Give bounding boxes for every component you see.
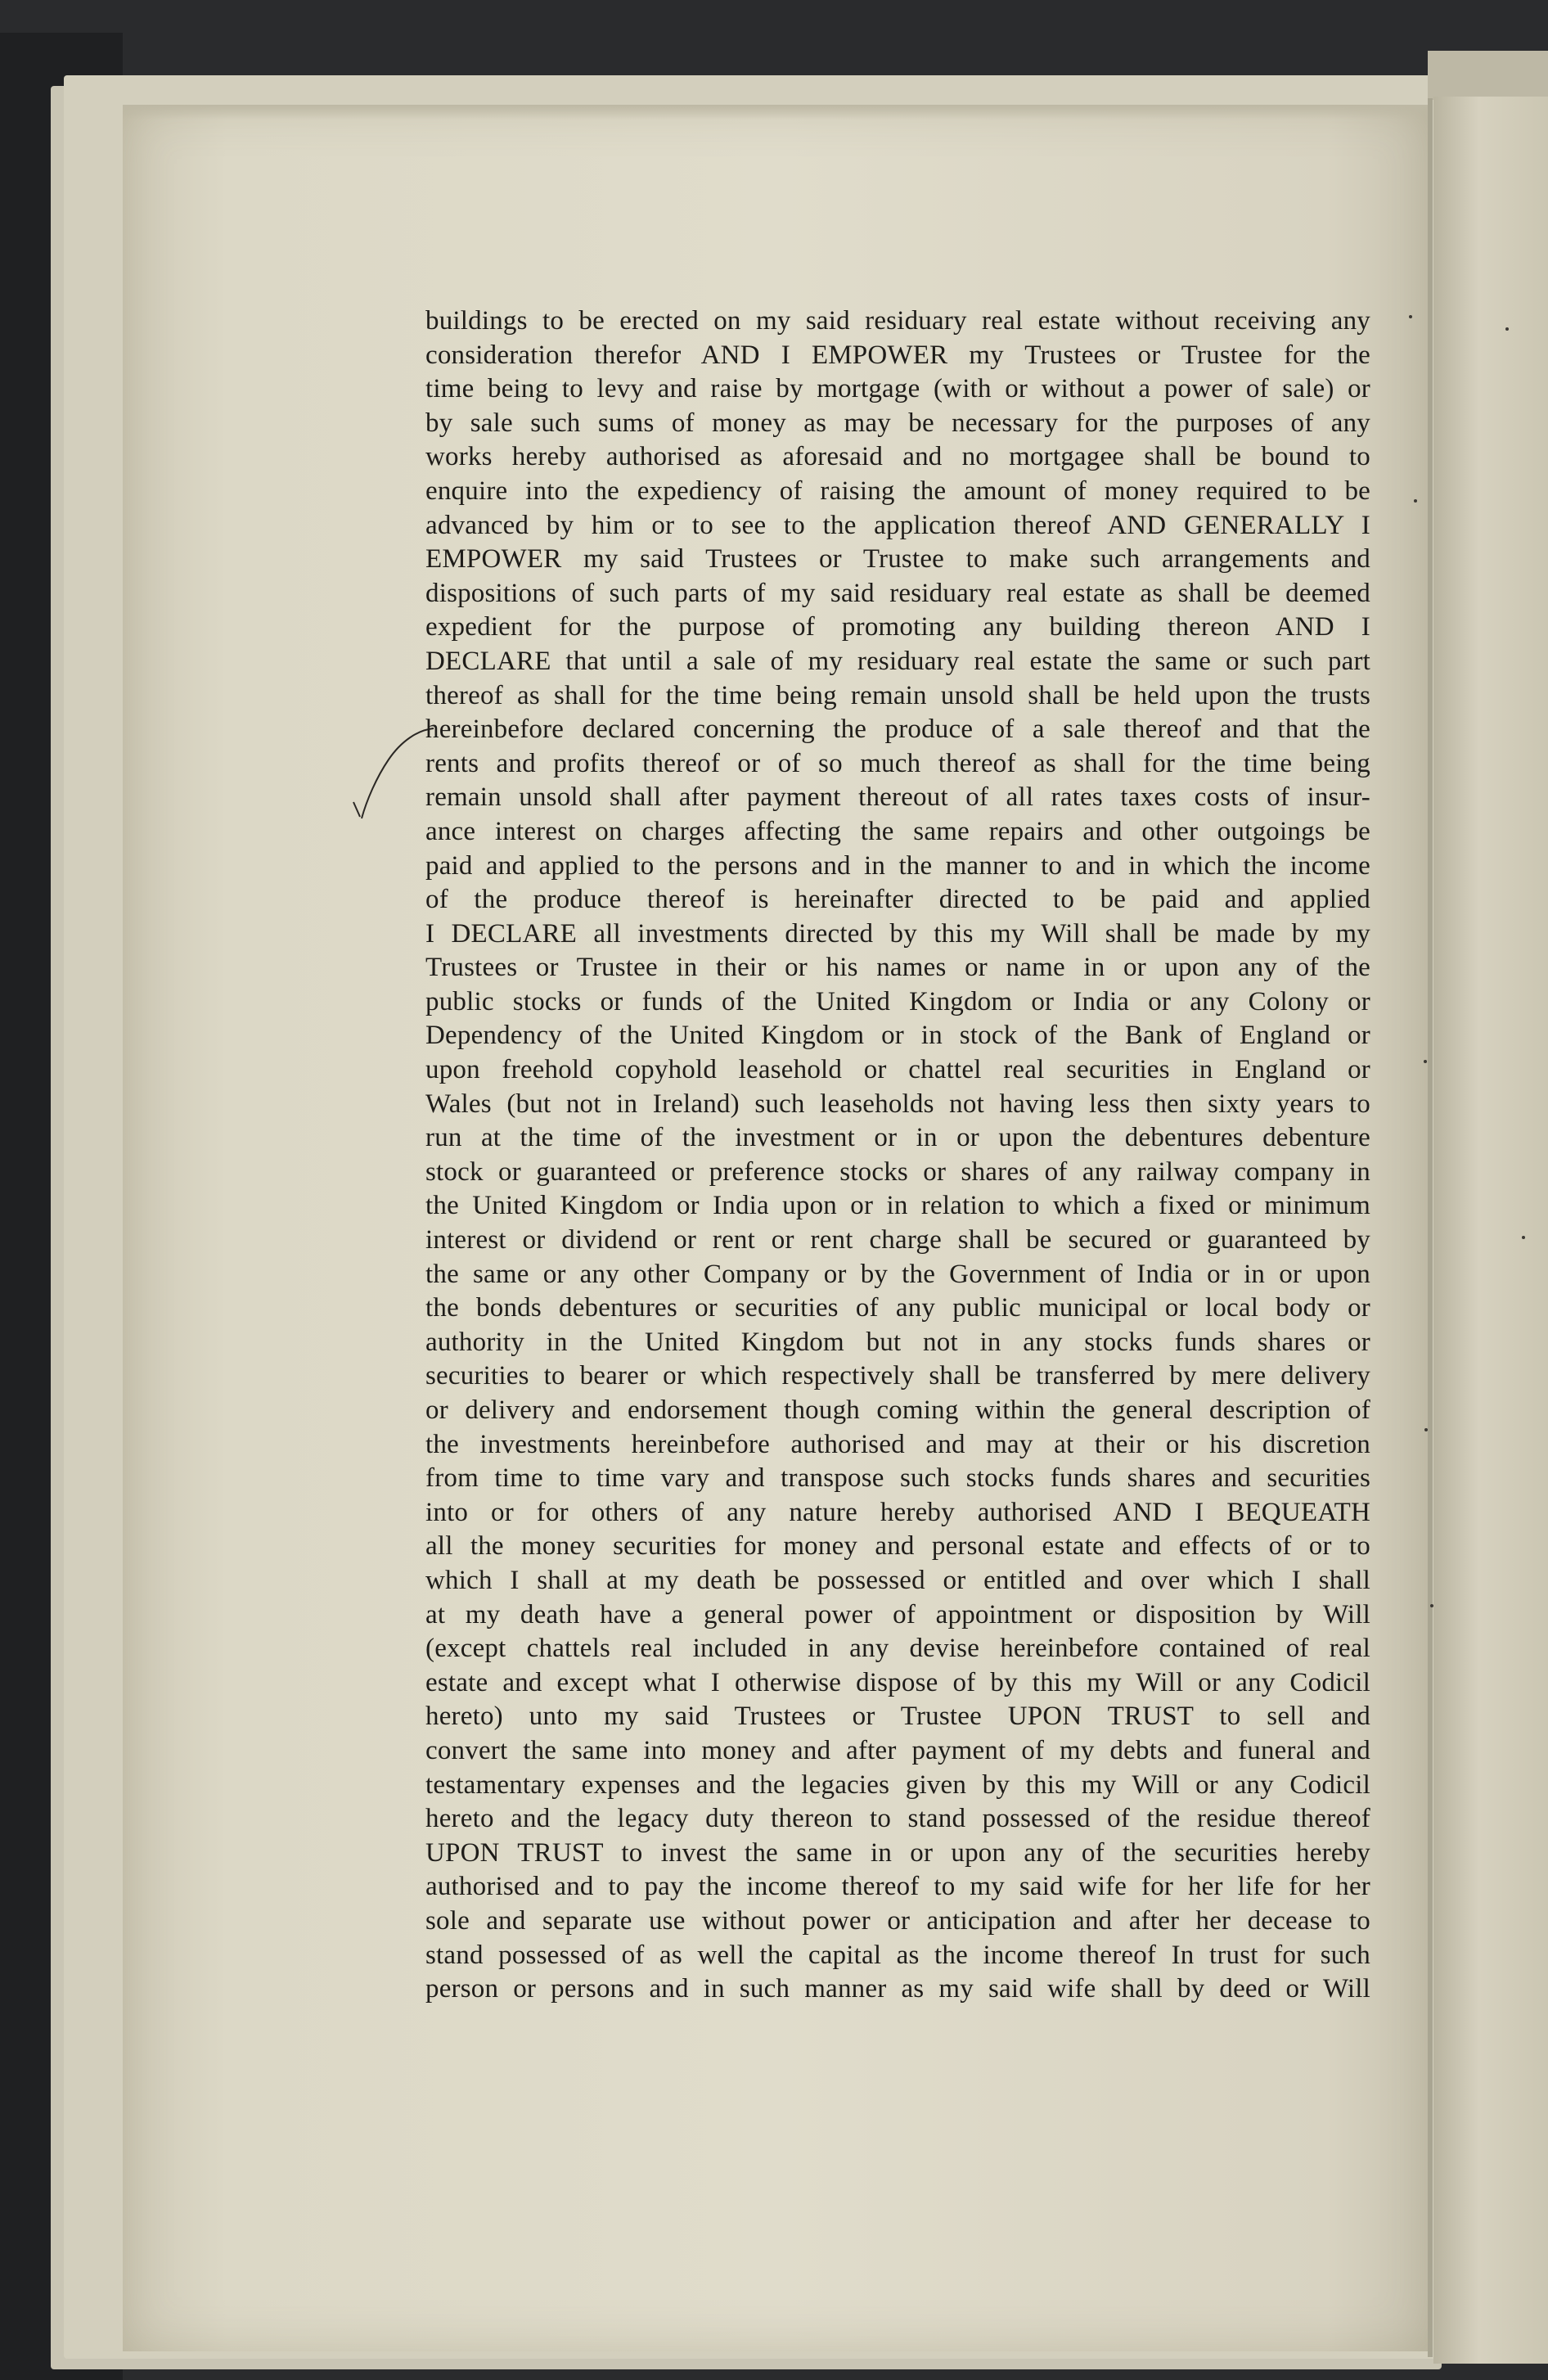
document-line: person or persons and in such manner as my said wife shall by deed or Will (425, 1974, 1370, 2004)
document-line: Dependency of the United Kingdom or in stock of the Bank of England or (425, 1021, 1370, 1051)
paper-speck (1522, 1236, 1525, 1239)
document-line: hereinbefore declared concerning the produce of a sale thereof and that the (425, 714, 1370, 745)
document-line: by sale such sums of money as may be necessary for the purposes of any (425, 408, 1370, 438)
document-line: securities to bearer or which respectively shall be transferred by mere delivery (425, 1361, 1370, 1391)
document-line: time being to levy and raise by mortgage (with or without a power of sale) or (425, 374, 1370, 404)
document-line: estate and except what I otherwise dispose of by this my Will or any Codicil (425, 1667, 1370, 1697)
document-line: authorised and to pay the income thereof to my said wife for her life for her (425, 1872, 1370, 1902)
document-line: into or for others of any nature hereby authorised AND I BEQUEATH (425, 1497, 1370, 1527)
document-line: public stocks or funds of the United Kingdom or India or any Colony or (425, 986, 1370, 1016)
document-line: hereto) unto my said Trustees or Trustee UPON TRUST to sell and (425, 1702, 1370, 1732)
document-line: sole and separate use without power or anticipation and after her decease to (425, 1905, 1370, 1936)
document-line: ance interest on charges affecting the same repairs and other outgoings be (425, 816, 1370, 846)
document-line: (except chattels real included in any devise hereinbefore contained of real (425, 1634, 1370, 1664)
document-line: testamentary expenses and the legacies given by this my Will or any Codicil (425, 1769, 1370, 1800)
document-line: I DECLARE all investments directed by this my Will shall be made by my (425, 918, 1370, 949)
document-line: Trustees or Trustee in their or his names or name in or upon any of the (425, 953, 1370, 983)
document-line: stock or guaranteed or preference stocks or shares of any railway company in (425, 1156, 1370, 1187)
document-line: of the produce thereof is hereinafter directed to be paid and applied (425, 885, 1370, 915)
document-line: the bonds debentures or securities of any public municipal or local body or (425, 1293, 1370, 1323)
document-line: from time to time vary and transpose such stocks funds shares and securities (425, 1463, 1370, 1494)
document-line: interest or dividend or rent or rent charge shall be secured or guaranteed by (425, 1225, 1370, 1255)
document-line: UPON TRUST to invest the same in or upon any of the securities hereby (425, 1837, 1370, 1868)
document-line: all the money securities for money and personal estate and effects of or to (425, 1531, 1370, 1562)
paper-speck (1430, 1604, 1433, 1607)
document-line: the same or any other Company or by the Government of India or in or upon (425, 1259, 1370, 1289)
facing-page-top (1428, 51, 1548, 100)
document-line: expedient for the purpose of promoting any building thereon AND I (425, 612, 1370, 642)
gutter (1428, 98, 1433, 2357)
document-body (425, 304, 1370, 2007)
document-line: run at the time of the investment or in or upon the debentures debenture (425, 1123, 1370, 1153)
facing-page (1433, 97, 1548, 2364)
document-line: consideration therefor AND I EMPOWER my Trustees or Trustee for the (425, 340, 1370, 370)
document-line: hereto and the legacy duty thereon to stand possessed of the residue thereof (425, 1804, 1370, 1834)
document-line: Wales (but not in Ireland) such leaseholds not having less then sixty years to (425, 1089, 1370, 1119)
paper-speck (1414, 499, 1417, 503)
document-line: advanced by him or to see to the application thereof AND GENERALLY I (425, 510, 1370, 540)
paper-speck (1424, 1060, 1427, 1063)
document-line: upon freehold copyhold leasehold or chattel real securities in England or (425, 1055, 1370, 1085)
paper-speck (1409, 315, 1412, 318)
document-line: remain unsold shall after payment thereout of all rates taxes costs of insur- (425, 782, 1370, 813)
document-line: or delivery and endorsement though coming within the general description of (425, 1395, 1370, 1425)
document-line: stand possessed of as well the capital as the income thereof In trust for such (425, 1940, 1370, 1970)
document-line: paid and applied to the persons and in the manner to and in which the income (425, 850, 1370, 881)
document-line: buildings to be erected on my said residuary real estate without receiving any (425, 306, 1370, 336)
document-line: EMPOWER my said Trustees or Trustee to make such arrangements and (425, 544, 1370, 575)
document-line: thereof as shall for the time being remain unsold shall be held upon the trusts (425, 680, 1370, 710)
document-line: works hereby authorised as aforesaid and no mortgagee shall be bound to (425, 442, 1370, 472)
document-line: DECLARE that until a sale of my residuary real estate the same or such part (425, 646, 1370, 676)
document-line: rents and profits thereof or of so much thereof as shall for the time being (425, 748, 1370, 778)
paper-speck (1505, 327, 1509, 331)
document-line: which I shall at my death be possessed or entitled and over which I shall (425, 1565, 1370, 1595)
document-line: authority in the United Kingdom but not in any stocks funds shares or (425, 1327, 1370, 1357)
document-line: convert the same into money and after payment of my debts and funeral and (425, 1735, 1370, 1765)
paper-speck (1424, 1428, 1428, 1431)
document-line: the investments hereinbefore authorised and may at their or his discretion (425, 1429, 1370, 1459)
document-line: at my death have a general power of appointment or disposition by Will (425, 1599, 1370, 1629)
document-line: the United Kingdom or India upon or in relation to which a fixed or minimum (425, 1191, 1370, 1221)
document-line: dispositions of such parts of my said residuary real estate as shall be deemed (425, 578, 1370, 608)
document-line: enquire into the expediency of raising the amount of money required to be (425, 476, 1370, 506)
